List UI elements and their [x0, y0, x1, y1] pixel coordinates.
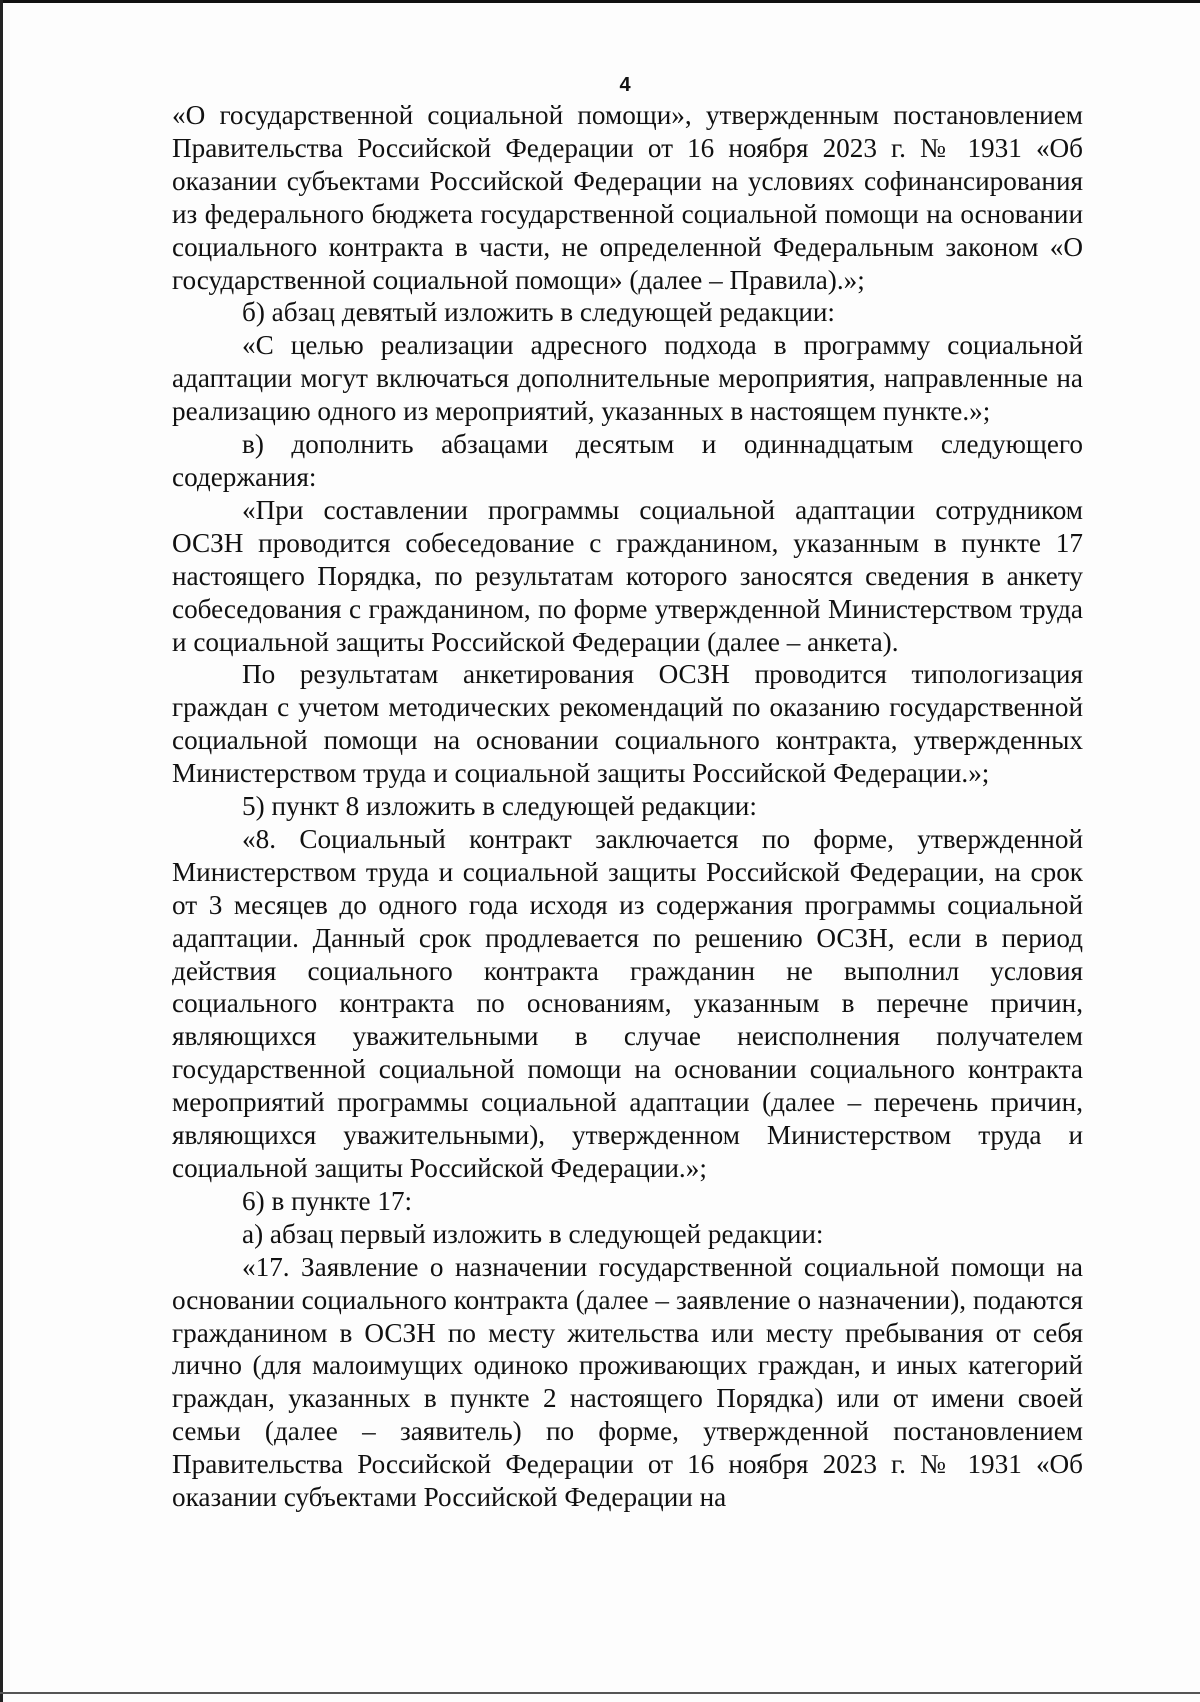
paragraph: б) абзац девятый изложить в следующей редакции: — [242, 297, 835, 328]
paragraph: «При составлении программы социальной адаптации сотрудником ОСЗН проводится собеседование с гражданином, указанным в пункте 17 настоящего Порядка, по результатам которого заносятся сведения в анкету собеседования с гражданином, по форме утвержденной Министерством труда и социальной защиты Российской Федерации (далее – анкета). — [172, 494, 1083, 657]
paragraph: а) абзац первый изложить в следующей редакции: — [242, 1218, 824, 1249]
paragraph: «О государственной социальной помощи», утвержденным постановлением Правительства Российской Федерации от 16 ноября 2023 г. № 1931 «Об оказании субъектами Российской Федерации на условиях софинансирования из федерального бюджета государственной социальной помощи на основании социального контракта в части, не определенной Федеральным законом «О государственной социальной помощи» (далее – Правила).»; — [172, 100, 1083, 295]
paragraph: «С целью реализации адресного подхода в программу социальной адаптации могут включаться дополнительные мероприятия, направленные на реализацию одного из мероприятий, указанных в настоящем пункте.»; — [172, 330, 1083, 427]
page-number: 4 — [619, 74, 631, 96]
paragraph: По результатам анкетирования ОСЗН проводится типологизация граждан с учетом методических рекомендаций по оказанию государственной социальной помощи на основании социального контракта, утвержденных Министерством труда и социальной защиты Российской Федерации.»; — [172, 659, 1083, 789]
scan-border-top — [0, 0, 1200, 3]
paragraph: в) дополнить абзацами десятым и одиннадцатым следующего содержания: — [172, 429, 1083, 492]
paragraph: 6) в пункте 17: — [242, 1185, 413, 1216]
scan-border-left — [0, 0, 3, 1702]
paragraph: «17. Заявление о назначении государственной социальной помощи на основании социального контракта (далее – заявление о назначении), подаются гражданином в ОСЗН по месту жительства или месту пребывания от себя лично (для малоимущих одиноко проживающих граждан, и иных категорий граждан, указанных в пункте 2 настоящего Порядка) или от имени своей семьи (далее – заявитель) по форме, утвержденной постановлением Правительства Российской Федерации от 16 ноября 2023 г. № 1931 «Об оказании субъектами Российской Федерации на — [172, 1251, 1083, 1513]
paragraph: 5) пункт 8 изложить в следующей редакции: — [242, 791, 757, 822]
document-body — [172, 99, 1083, 1514]
paragraph: «8. Социальный контракт заключается по форме, утвержденной Министерством труда и социальной защиты Российской Федерации, на срок от 3 месяцев до одного года исходя из содержания программы социальной адаптации. Данный срок продлевается по решению ОСЗН, если в период действия социального контракта гражданин не выполнил условия социального контракта по основаниям, указанным в перечне причин, являющихся уважительными в случае неисполнения получателем государственной социальной помощи на основании социального контракта мероприятий программы социальной адаптации (далее – перечень причин, являющихся уважительными), утвержденном Министерством труда и социальной защиты Российской Федерации.»; — [172, 823, 1083, 1183]
scan-border-bottom — [0, 1692, 1200, 1694]
